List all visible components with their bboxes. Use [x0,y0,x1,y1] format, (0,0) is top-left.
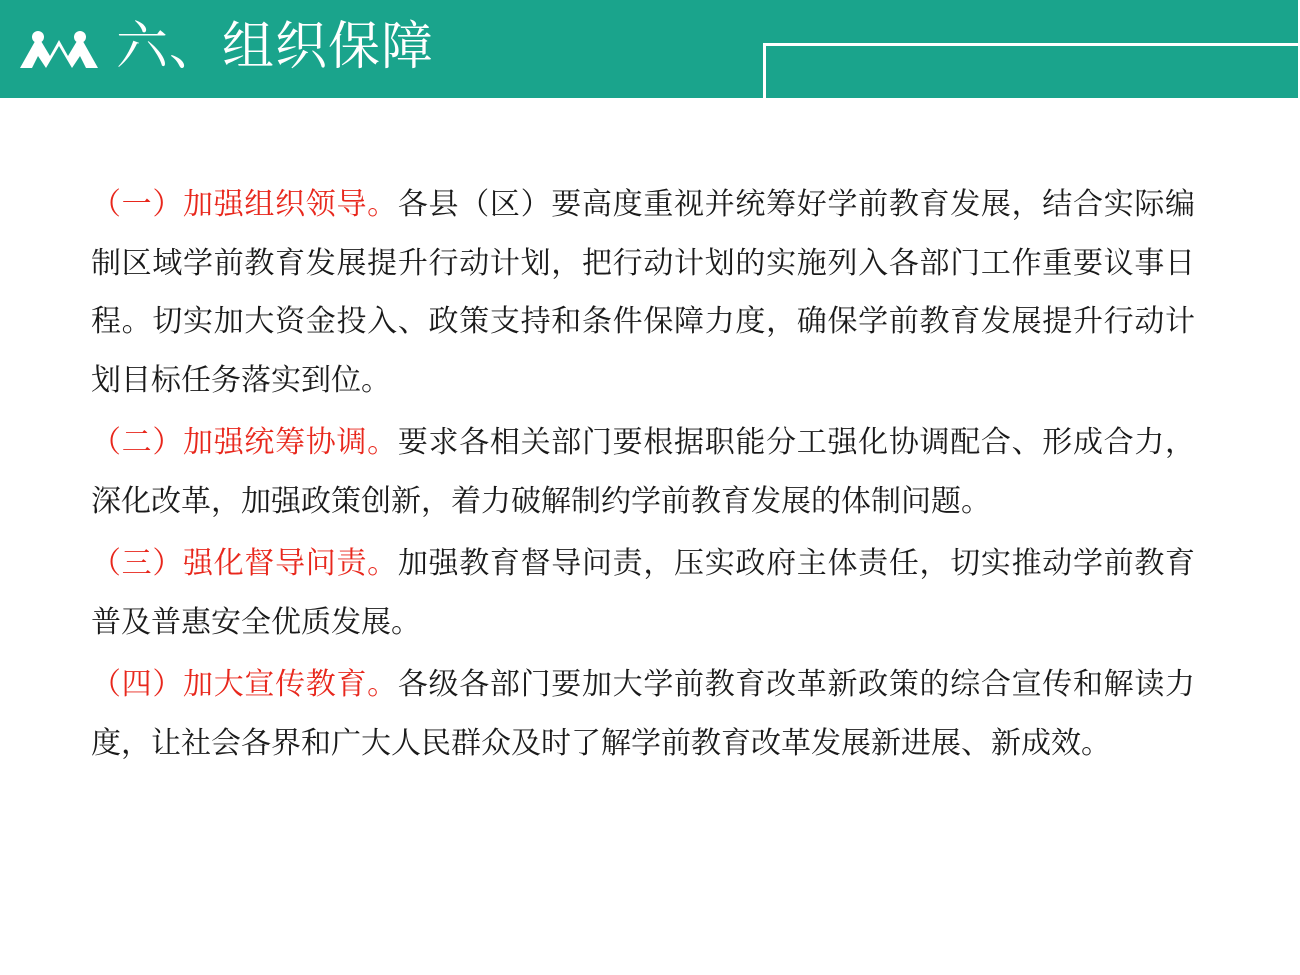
paragraph-1 [91,176,1195,410]
mountain-logo-icon [18,22,100,72]
paragraph-2 [91,414,1195,531]
header-decoration-line [763,43,1298,98]
paragraph-1-heading: （一）加强组织领导。 [91,187,398,222]
paragraph-3-heading: （三）强化督导问责。 [91,546,398,581]
paragraph-4-heading: （四）加大宣传教育。 [91,667,398,702]
paragraph-3-text: 加强教育督导问责，压实政府主体责任，切实推动学前教育普及普惠安全优质发展。 [91,546,1196,640]
paragraph-4 [91,656,1195,773]
paragraph-3 [91,535,1195,652]
header-bar [0,0,1298,98]
paragraph-2-heading: （二）加强统筹协调。 [91,425,398,460]
page-title: 六、组织保障 [116,17,435,77]
paragraph-4-text: 各级各部门要加大学前教育改革新政策的综合宣传和解读力度，让社会各界和广大人民群众及时了解学前教育改革发展新进展、新成效。 [91,667,1196,761]
paragraph-2-text: 要求各相关部门要根据职能分工强化协调配合、形成合力，深化改革，加强政策创新，着力破解制约学前教育发展的体制问题。 [91,425,1196,519]
content-body [91,176,1195,777]
paragraph-1-text: 各县（区）要高度重视并统筹好学前教育发展，结合实际编制区域学前教育发展提升行动计划，把行动计划的实施列入各部门工作重要议事日程。切实加大资金投入、政策支持和条件保障力度，确保学前教育发展提升行动计划目标任务落实到位。 [91,187,1196,398]
